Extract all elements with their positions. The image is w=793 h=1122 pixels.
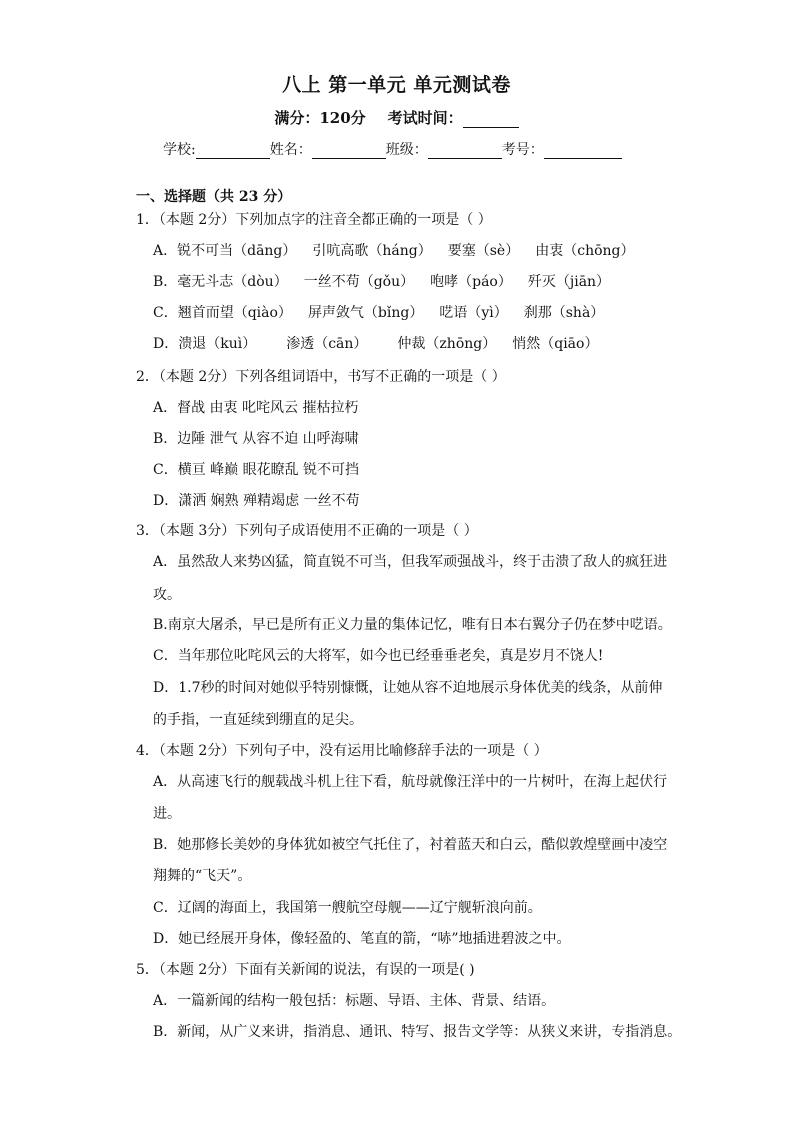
q3-option-b[interactable]: B.南京大屠杀，早已是所有正义力量的集体记忆，唯有日本右翼分子仍在梦中呓语。: [153, 617, 672, 633]
q3-stem: 3．（本题 3分）下列句子成语使用不正确的一项是（ ）: [136, 523, 478, 539]
q3-option-c[interactable]: C．当年那位叱咤风云的大将军，如今也已经垂垂老矣，真是岁月不饶人!: [153, 648, 604, 664]
q1-option-a[interactable]: A．锐不可当（dāng） 引吭高歌（háng） 要塞（sè） 由衷（chōng）: [153, 243, 635, 259]
id-blank[interactable]: [544, 144, 622, 159]
q2-option-c[interactable]: C．横亘 峰巅 眼花瞭乱 锐不可挡: [153, 462, 360, 478]
q4-option-c[interactable]: C．辽阔的海面上，我国第一艘航空母舰——辽宁舰斩浪向前。: [153, 900, 542, 916]
q4-stem: 4．（本题 2分）下列句子中，没有运用比喻修辞手法的一项是（ ）: [136, 743, 548, 759]
school-blank[interactable]: [196, 144, 270, 159]
q3-option-a[interactable]: A．虽然敌人来势凶猛，简直锐不可当，但我军顽强战斗，终于击溃了敌人的疯狂进: [153, 554, 668, 570]
q4-option-a[interactable]: A．从高速飞行的舰载战斗机上往下看，航母就像汪洋中的一片树叶，在海上起伏行: [153, 774, 668, 790]
q5-option-b[interactable]: B．新闻，从广义来讲，指消息、通讯、特写、报告文学等：从狭义来讲，专指消息。: [153, 1024, 682, 1040]
q4-option-a-continued: 进。: [153, 806, 181, 822]
q3-option-a-continued: 攻。: [153, 587, 181, 603]
exam-subtitle: [0, 107, 793, 128]
exam-title: 八上 第一单元 单元测试卷: [282, 74, 511, 96]
section-title: 一、选择题（共 23 分）: [136, 189, 292, 205]
name-label: 姓名：: [269, 142, 312, 158]
q3-option-d[interactable]: D．1.7秒的时间对她似乎特别慷慨，让她从容不迫地展示身体优美的线条，从前伸: [153, 680, 663, 696]
q1-option-b[interactable]: B．毫无斗志（dòu） 一丝不苟（gǒu） 咆哮（páo） 歼灭（jiān）: [153, 274, 611, 290]
q2-option-d[interactable]: D．潇洒 娴熟 殚精竭虑 一丝不苟: [153, 493, 360, 509]
q4-option-b[interactable]: B．她那修长美妙的身体犹如被空气托住了，衬着蓝天和白云，酷似敦煌壁画中凌空: [153, 837, 668, 853]
class-blank[interactable]: [428, 144, 502, 159]
exam-time-label: 考试时间：: [387, 109, 463, 127]
q4-option-b-continued: 翔舞的“飞天”。: [153, 868, 252, 884]
q2-stem: 2．（本题 2分）下列各组词语中，书写不正确的一项是（ ）: [136, 369, 506, 385]
q1-stem: 1．（本题 2分）下列加点字的注音全都正确的一项是（ ）: [136, 212, 492, 228]
q5-stem: 5．（本题 2分）下面有关新闻的说法，有误的一项是( ): [136, 962, 475, 978]
class-label: 班级：: [385, 142, 428, 158]
name-blank[interactable]: [312, 144, 386, 159]
full-score: 满分：120分: [274, 109, 366, 127]
q4-option-d[interactable]: D．她已经展开身体，像轻盈的、笔直的箭，“哧”地插进碧波之中。: [153, 931, 571, 947]
exam-time-blank[interactable]: [463, 111, 519, 128]
school-label: 学校:: [163, 142, 196, 158]
q3-option-d-continued: 的手指，一直延续到绷直的足尖。: [153, 712, 363, 728]
q1-option-c[interactable]: C．翘首而望（qiào） 屏声敛气（bǐng） 呓语（yì） 刹那（shà）: [153, 305, 605, 321]
q2-option-b[interactable]: B．边陲 泄气 从容不迫 山呼海啸: [153, 431, 359, 447]
student-info-line: [163, 139, 622, 159]
q2-option-a[interactable]: A．督战 由衷 叱咤风云 摧枯拉朽: [153, 400, 359, 416]
q1-option-d[interactable]: D．溃退（kuì） 渗透（cān） 仲裁（zhōng） 悄然（qiāo）: [153, 336, 599, 352]
id-label: 考号：: [501, 142, 544, 158]
q5-option-a[interactable]: A．一篇新闻的结构一般包括：标题、导语、主体、背景、结语。: [153, 993, 556, 1009]
